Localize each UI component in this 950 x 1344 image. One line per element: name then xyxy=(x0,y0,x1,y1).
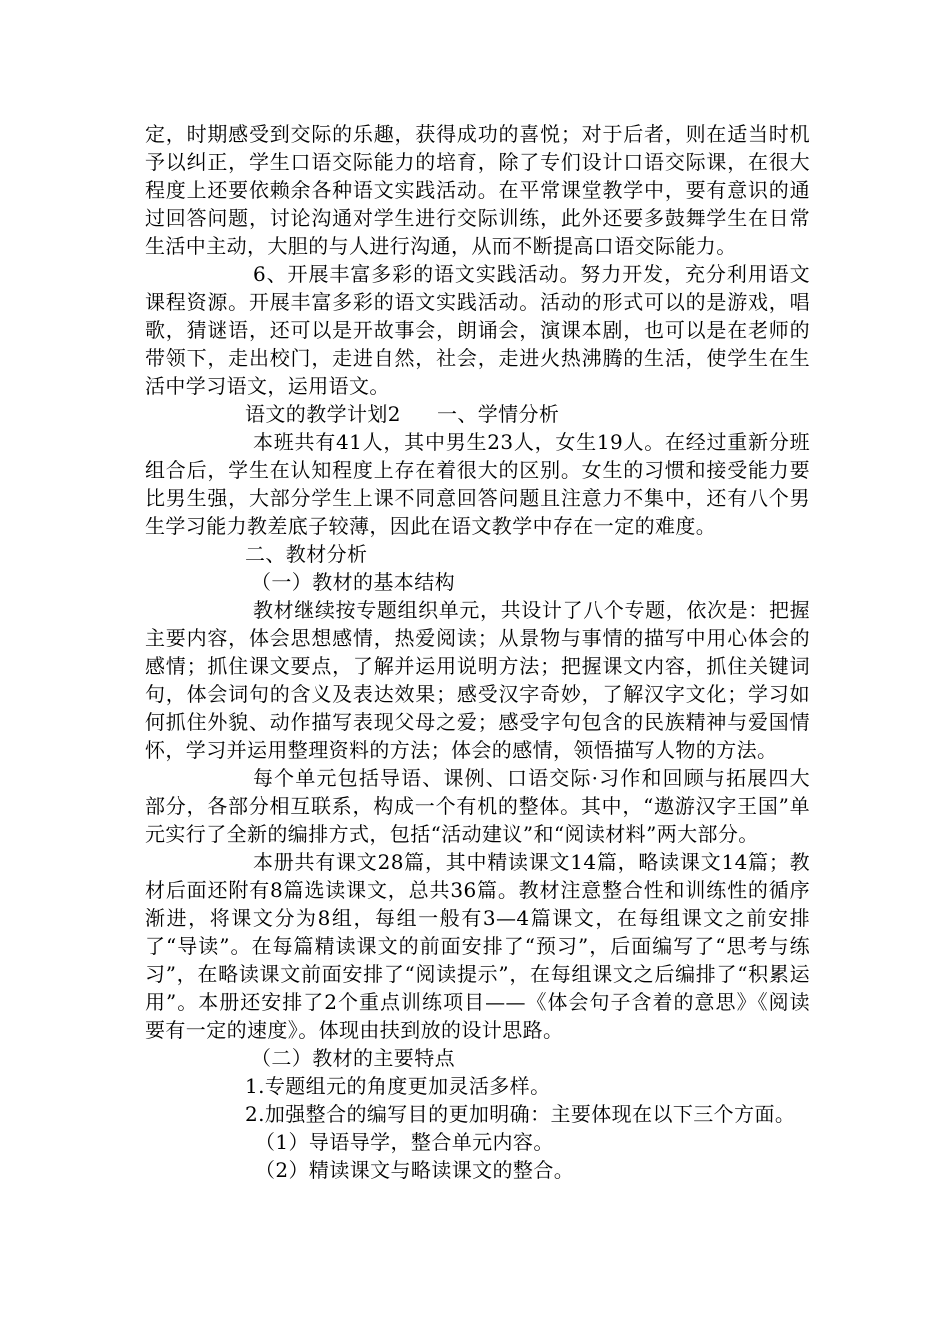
list-item-2: 2.加强整合的编写目的更加明确：主要体现在以下三个方面。 xyxy=(245,1102,796,1126)
paragraph-practice-activities: 6、开展丰富多彩的语文实践活动。努力开发，充分利用语文课程资源。开展丰富多彩的语文实践活动。活动的形式可以的是游戏，唱歌，猜谜语，还可以是开故事会，朗诵会，演课本剧，也可以是在老师的带领下，走出校门，走进自然，社会，走进火热沸腾的生活，使学生在生活中学习语文，运用语文。 xyxy=(145,262,810,398)
plan-title: 语文的教学计划2 xyxy=(245,402,401,426)
paragraph-topics: 教材继续按专题组织单元，共设计了八个专题，依次是：把握主要内容，体会思想感情，热爱阅读；从景物与事情的描写中用心体会的感情；抓住课文要点，了解并运用说明方法；把握课文内容，抓住关键词句，体会词句的含义及表达效果；感受汉字奇妙，了解汉字文化；学习如何抓住外貌、动作描写表现父母之爱；感受字句包含的民族精神与爱国情怀，学习并运用整理资料的方法；体会的感情，领悟描写人物的方法。 xyxy=(145,598,810,762)
list-subitem-1: （1）导语导学，整合单元内容。 xyxy=(255,1130,554,1154)
list-item-1: 1.专题组元的角度更加灵活多样。 xyxy=(245,1074,551,1098)
heading-plan-2 xyxy=(145,400,810,428)
section-heading-student-analysis: 一、学情分析 xyxy=(436,402,560,426)
paragraph-communication: 定，时期感受到交际的乐趣，获得成功的喜悦；对于后者，则在适当时机予以纠正，学生口语交际能力的培育，除了专们设计口语交际课，在很大程度上还要依赖余各种语文实践活动。在平常课堂教学中，要有意识的通过回答问题，讨论沟通对学生进行交际训练，此外还要多鼓舞学生在日常生活中主动，大胆的与人进行沟通，从而不断提高口语交际能力。 xyxy=(145,122,810,258)
paragraph-lessons: 本册共有课文28篇，其中精读课文14篇，略读课文14篇；教材后面还附有8篇选读课文，总共36篇。教材注意整合性和训练性的循序渐进，将课文分为8组，每组一般有3—4篇课文，在每组课文之前安排了“导读”。在每篇精读课文的前面安排了“预习”，后面编写了“思考与练习”，在略读课文前面安排了“阅读提示”，在每组课文之后编排了“积累运用”。本册还安排了2个重点训练项目——《体会句子含着的意思》《阅读要有一定的速度》。体现由扶到放的设计思路。 xyxy=(145,850,810,1042)
subheading-basic-structure: （一）教材的基本结构 xyxy=(251,570,455,594)
list-subitem-2: （2）精读课文与略读课文的整合。 xyxy=(255,1158,575,1182)
paragraph-class-info: 本班共有41人，其中男生23人，女生19人。在经过重新分班组合后，学生在认知程度上存在着很大的区别。女生的习惯和接受能力要比男生强，大部分学生上课不同意回答问题且注意力不集中，还有八个男生学习能力教差底子较薄，因此在语文教学中存在一定的难度。 xyxy=(145,430,810,538)
subheading-main-features: （二）教材的主要特点 xyxy=(251,1046,455,1070)
document-body xyxy=(145,120,810,1184)
section-heading-textbook-analysis: 二、教材分析 xyxy=(245,542,368,566)
paragraph-units: 每个单元包括导语、课例、口语交际·习作和回顾与拓展四大部分，各部分相互联系，构成一个有机的整体。其中，“遨游汉字王国”单元实行了全新的编排方式，包括“活动建议”和“阅读材料”两大部分。 xyxy=(145,766,810,846)
